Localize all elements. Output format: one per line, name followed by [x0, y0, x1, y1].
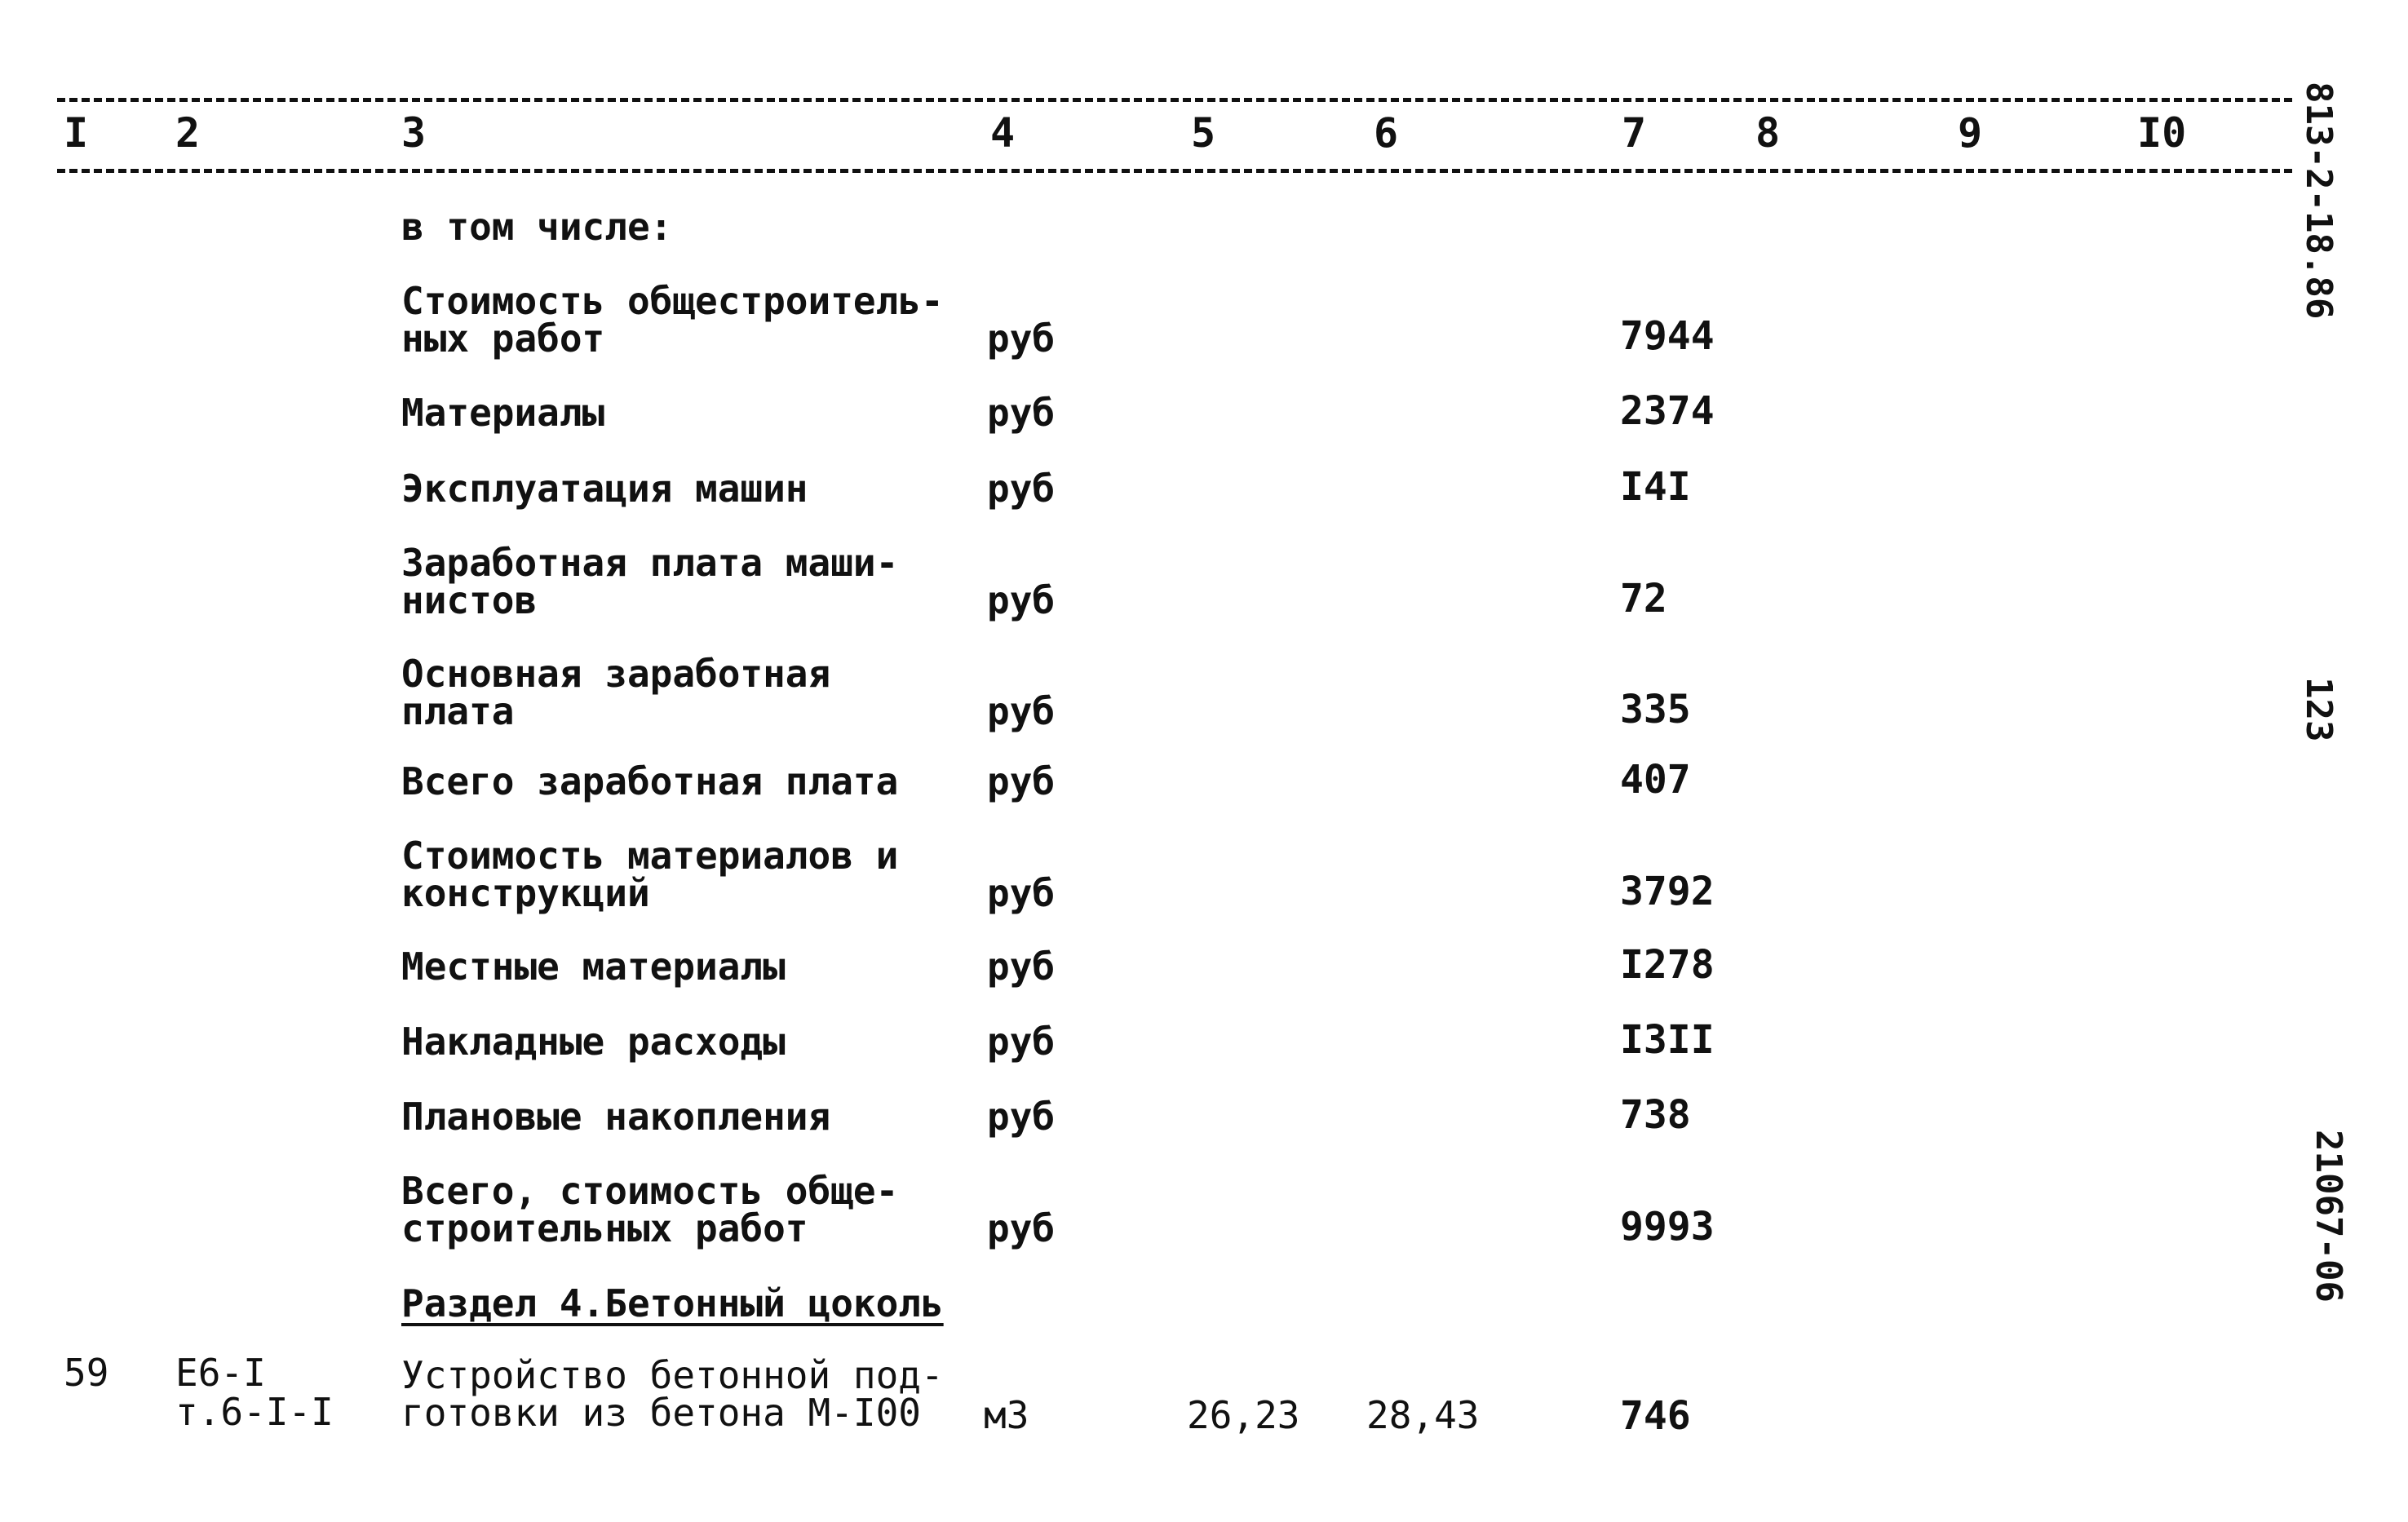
row-description-cont: строительных работ — [401, 1206, 808, 1250]
item-code: Е6-I — [175, 1351, 266, 1395]
row-unit: руб — [987, 1095, 1056, 1139]
col-header-4: 4 — [990, 109, 1016, 157]
row-description: Стоимость общестроитель- — [401, 279, 944, 323]
row-unit: руб — [987, 1206, 1056, 1250]
col-header-10: I0 — [2137, 109, 2187, 157]
header-bottom-rule — [57, 169, 2292, 173]
row-description-cont: конструкций — [401, 871, 650, 915]
col-header-8: 8 — [1755, 109, 1781, 157]
item-unit: м3 — [984, 1393, 1029, 1437]
row-description: Заработная плата маши- — [401, 541, 899, 585]
row-unit: руб — [987, 391, 1056, 435]
item-description-cont: готовки из бетона М-I00 — [401, 1391, 921, 1435]
row-description: Всего, стоимость обще- — [401, 1169, 899, 1213]
col-header-7: 7 — [1622, 109, 1647, 157]
row-total: 9993 — [1620, 1204, 1715, 1250]
row-unit: руб — [987, 578, 1056, 622]
col-header-1: I — [64, 109, 89, 157]
row-total: 7944 — [1620, 313, 1715, 359]
col-header-2: 2 — [175, 109, 201, 157]
row-description: Местные материалы — [401, 945, 786, 989]
item-number: 59 — [64, 1351, 109, 1395]
row-description-cont: плата — [401, 689, 515, 733]
row-description-cont: нистов — [401, 578, 538, 622]
item-description: Устройство бетонной под- — [401, 1353, 944, 1397]
row-unit: руб — [987, 467, 1056, 511]
row-description: Материалы — [401, 391, 605, 435]
row-unit: руб — [987, 945, 1056, 989]
row-unit: руб — [987, 316, 1056, 361]
row-unit: руб — [987, 1020, 1056, 1064]
row-total: I4I — [1620, 464, 1691, 510]
row-total: 2374 — [1620, 388, 1715, 434]
header-top-rule — [57, 98, 2292, 102]
row-total: 72 — [1620, 576, 1667, 622]
row-total: 3792 — [1620, 869, 1715, 914]
row-total: 738 — [1620, 1092, 1691, 1138]
row-description: Стоимость материалов и — [401, 834, 899, 878]
row-total: I278 — [1620, 942, 1715, 988]
col-header-5: 5 — [1191, 109, 1216, 157]
row-description-cont: ных работ — [401, 316, 605, 361]
row-description: Основная заработная — [401, 652, 831, 696]
row-description: Всего заработная плата — [401, 759, 899, 803]
item-code-ref: т.6-I-I — [175, 1390, 334, 1434]
row-unit: руб — [987, 689, 1056, 733]
col-header-3: 3 — [401, 109, 427, 157]
row-description: Накладные расходы — [401, 1020, 786, 1064]
item-total: 746 — [1620, 1393, 1691, 1439]
row-total: 335 — [1620, 687, 1691, 732]
item-col6: 28,43 — [1366, 1393, 1480, 1437]
row-unit: руб — [987, 759, 1056, 803]
item-col5: 26,23 — [1187, 1393, 1300, 1437]
col-header-9: 9 — [1958, 109, 1983, 157]
row-total: 407 — [1620, 757, 1691, 803]
section-heading: Раздел 4.Бетонный цоколь — [401, 1281, 944, 1325]
side-label-doc-code: 813-2-18.86 — [2298, 82, 2339, 320]
row-unit: руб — [987, 871, 1056, 915]
side-label-archive-number: 21067-06 — [2308, 1130, 2349, 1303]
row-total: I3II — [1620, 1017, 1715, 1063]
side-label-page: 123 — [2298, 677, 2339, 742]
row-description: Эксплуатация машин — [401, 467, 808, 511]
row-description: Плановые накопления — [401, 1095, 831, 1139]
col-header-6: 6 — [1374, 109, 1399, 157]
intro-text: в том числе: — [401, 205, 673, 249]
